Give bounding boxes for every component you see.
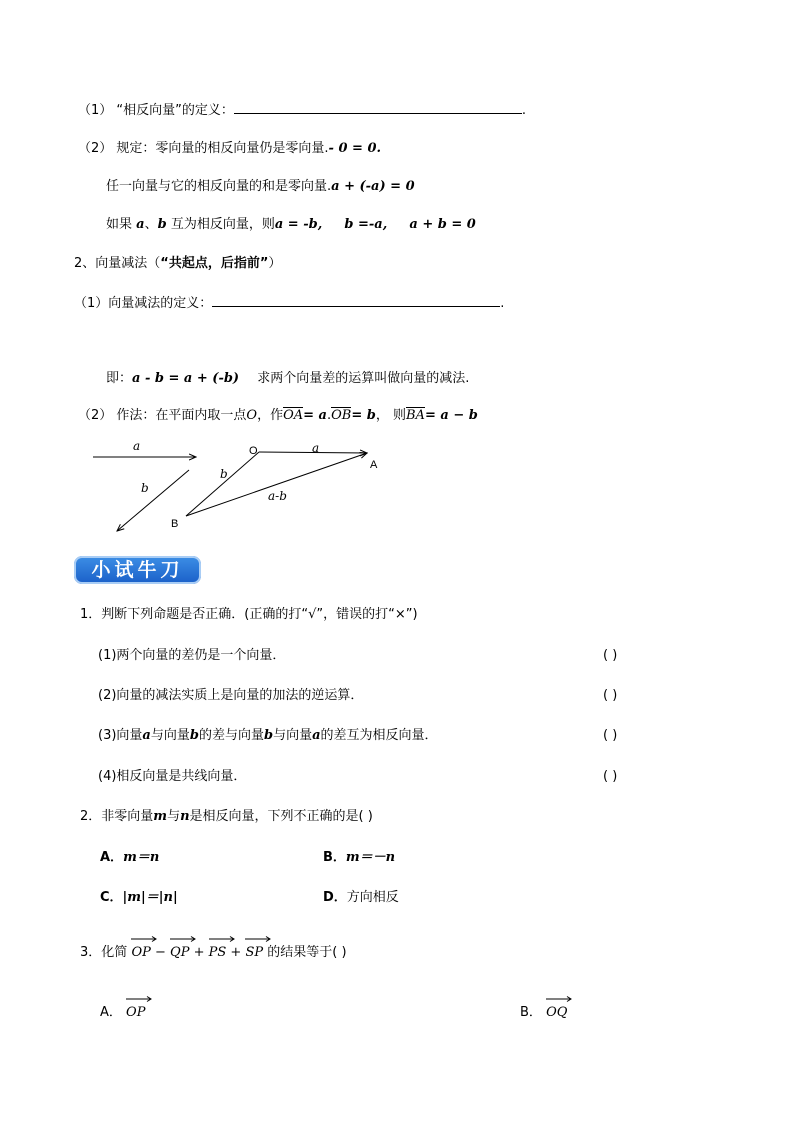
q3-option-a[interactable]: A． OP [100,996,145,1026]
rule-line-3: 如果 a、b 互为相反向量，则a = -b, b =-a, a + b = 0 [106,217,476,232]
vector-OB: OB [331,408,352,423]
q1-item-2: (2)向量的减法实质上是向量的加法的逆运算． [98,688,364,703]
construction-line: （2） 作法：在平面内取一点O，作OA= a.OB= b， 则BA= a − b [78,408,478,423]
vector-OA: OA [283,408,304,423]
q1-answer-paren-3: ( ) [603,728,618,743]
subtraction-formula-line: 即：a - b = a + (-b) 求两个向量差的运算叫做向量的减法. [106,371,470,386]
definition-line: （1） “相反向量”的定义： . [78,103,527,118]
formula: a - b = a + (-b) [132,371,240,386]
vector-a-minus-b [186,453,367,516]
q1-answer-paren-1: ( ) [603,648,618,663]
q1-item-1: (1)两个向量的差仍是一个向量． [98,648,286,663]
q1-item-3: (3)向量a与向量b的差与向量b与向量a的差互为相反向量． [98,728,438,743]
q1-answer-paren-4: ( ) [603,769,618,784]
definition-label: （1） “相反向量”的定义： [78,103,234,118]
formula: a + (-a) = 0 [331,179,415,194]
vector-SP: SP [245,936,263,966]
label-b-right: b [220,467,228,481]
q2-option-c[interactable]: C．|m|＝|n| [100,890,178,905]
label-a-minus-b: a-b [268,489,287,503]
label-O: O [249,445,258,457]
label-a-left: a [133,439,141,453]
q1-item-4: (4)相反向量是共线向量． [98,769,247,784]
rule-line-2: 任一向量与它的相反向量的和是零向量.a + (-a) = 0 [106,179,415,194]
question-2-stem: 2．非零向量m与n是相反向量，下列不正确的是( ) [80,809,373,824]
q1-answer-paren-2: ( ) [603,688,618,703]
q2-option-a[interactable]: A．m＝n [100,850,160,865]
practice-banner: 小试牛刀 [74,556,201,584]
q3-option-b[interactable]: B． OQ [520,996,567,1026]
question-1-stem: 1．判断下列命题是否正确．(正确的打“√”，错误的打“×”) [80,607,418,622]
subtraction-definition-line: （1）向量减法的定义： . [74,296,505,311]
vector-OQ-option: OQ [546,996,567,1026]
vector-OP: OP [131,936,150,966]
vector-b-right [186,452,259,516]
vector-PS: PS [209,936,227,966]
formula: - 0 = 0. [328,141,382,156]
label-A: A [370,459,378,471]
label-B: B [171,518,179,530]
label-a-right: a [312,441,320,455]
q2-option-d[interactable]: D．方向相反 [323,890,399,905]
vector-QP: QP [170,936,189,966]
section-heading: 2、向量减法（“共起点，后指前”） [74,256,282,271]
question-3-stem: 3．化简 OP − QP + PS + SP 的结果等于( ) [80,936,347,966]
q2-option-b[interactable]: B．m＝－n [323,850,396,865]
rule-line: （2） 规定：零向量的相反向量仍是零向量.- 0 = 0. [78,141,382,156]
label-b-left: b [141,481,149,495]
vector-OP-option: OP [126,996,145,1026]
vector-BA: BA [406,408,425,423]
